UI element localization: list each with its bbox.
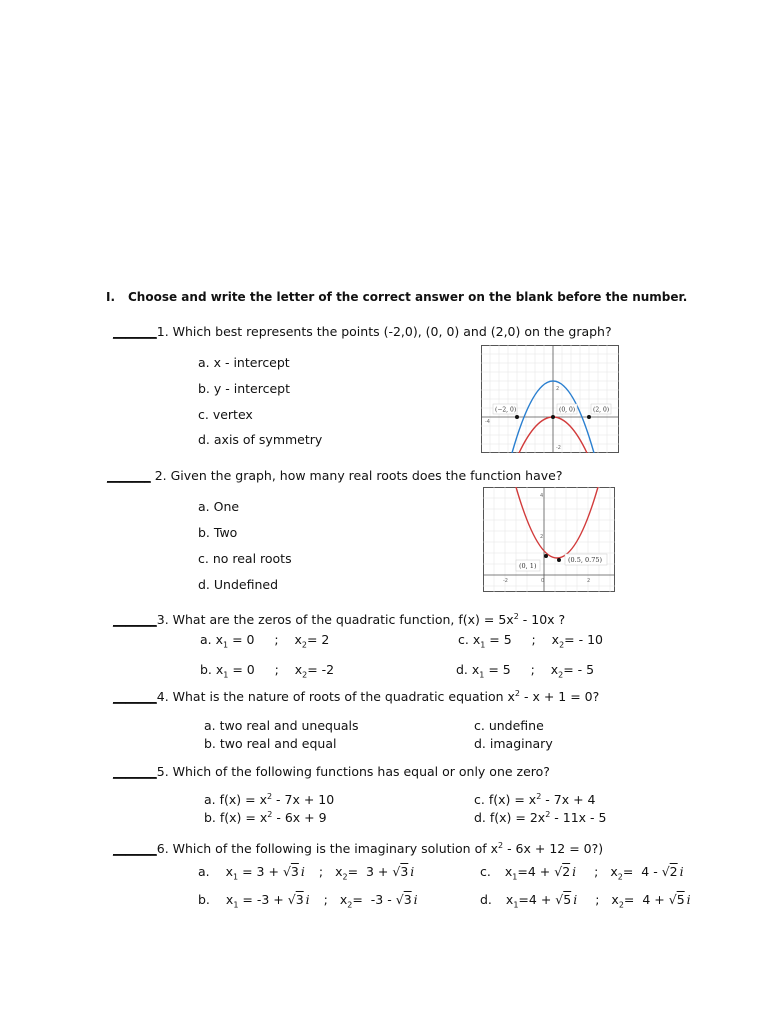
question-1: [113, 324, 612, 339]
label-point-vertex: (0.5, 0.75): [568, 556, 603, 564]
q1-graph: [481, 345, 619, 453]
q4-choice-b: b. two real and equal: [204, 736, 337, 751]
point-pos2: [587, 415, 591, 419]
label-point-origin: (0, 0): [559, 406, 576, 414]
tick-label-y2: 2: [540, 534, 544, 540]
q5-choice-d: d. $f(x) = 2x^2 - 11x - 5$: [474, 810, 607, 826]
tick-label-xneg2: -2: [503, 578, 508, 584]
label-point-y-intercept: (0, 1): [519, 562, 537, 570]
label-point-pos2: (2, 0): [593, 406, 610, 414]
answer-blank[interactable]: _______: [113, 841, 157, 857]
tick-label-2: 2: [556, 386, 560, 392]
answer-blank[interactable]: _______: [113, 764, 157, 779]
question-2: [107, 468, 562, 483]
q3-choice-c: c. $x_1 = 5$ ; $x_2= - 10$: [458, 632, 603, 650]
point-neg2: [515, 415, 519, 419]
q5-choice-a: a. $f(x) = x^2 - 7x + 10$: [204, 792, 335, 808]
q2-graph: [483, 487, 615, 592]
q4-choice-c: c. undefine: [474, 718, 544, 733]
q2-choice-c: c. no real roots: [198, 551, 292, 566]
sqrt-icon: √: [661, 864, 670, 879]
point-vertex: [557, 558, 561, 562]
tick-label-y4: 4: [540, 493, 544, 499]
tick-label-neg4: -4: [485, 419, 490, 425]
q1-choice-c: c. vertex: [198, 407, 253, 422]
q2-choice-d: d. Undefined: [198, 577, 278, 592]
q1-choice-b: b. y - intercept: [198, 381, 290, 396]
q2-choice-a: a. One: [198, 499, 240, 514]
question-5: [113, 764, 550, 779]
answer-blank[interactable]: _______: [113, 689, 157, 705]
section-instruction: Choose and write the letter of the correct answer on the blank before the number.: [128, 290, 688, 304]
question-4: _______4. What is the nature of roots of the quadratic equation $x^2 - x + 1 = 0$?: [113, 689, 600, 705]
q4-choice-d: d. imaginary: [474, 736, 553, 751]
q3-choice-b: b. $x_1 = 0$ ; $x_2= -2$: [200, 662, 335, 680]
q5-choice-c: c. $f(x) = x^2 - 7x + 4$: [474, 792, 596, 808]
point-origin: [551, 415, 555, 419]
question-text: 5. Which of the following functions has equal or only one zero?: [156, 764, 550, 779]
q3-choice-d: d. $x_1 = 5$ ; $x_2= - 5$: [456, 662, 595, 680]
label-point-neg2: (−2, 0): [495, 406, 517, 414]
point-y-intercept: [544, 554, 548, 558]
question-text: 2. Given the graph, how many real roots does the function have?: [150, 468, 563, 483]
q6-choice-c: c. $x_1=4 + √2$ i ; $x_2= 4 - √2$ i: [480, 864, 684, 882]
tick-label-x0: 0: [541, 578, 545, 584]
sqrt-icon: √: [282, 864, 291, 879]
q6-choice-d: d. $x_1=4 + √5$ i ; $x_2= 4 + √5$ i: [480, 892, 691, 910]
question-3: _______3. What are the zeros of the quadratic function, $f(x) = 5x^2 - 10x$ ?: [113, 612, 566, 628]
sqrt-icon: √: [555, 892, 564, 907]
q6-choice-a: a. $x_1 = 3 + √3$ i ; $x_2= 3 + √3$ i: [198, 864, 415, 882]
q5-choice-b: b. $f(x) = x^2 - 6x + 9$: [204, 810, 327, 826]
sqrt-icon: √: [392, 864, 401, 879]
q3-choice-a: a. $x_1 = 0$ ; $x_2= 2$: [200, 632, 330, 650]
sqrt-icon: √: [668, 892, 677, 907]
q1-choice-a: a. x - intercept: [198, 355, 290, 370]
q4-choice-a: a. two real and unequals: [204, 718, 359, 733]
answer-blank[interactable]: _______: [113, 612, 157, 628]
sqrt-icon: √: [395, 892, 404, 907]
question-6: _______6. Which of the following is the imaginary solution of $x^2 - 6x + 12$ = 0?): [113, 841, 604, 857]
tick-label-neg2: -2: [556, 445, 561, 451]
answer-blank[interactable]: _______: [107, 468, 151, 483]
sqrt-icon: √: [287, 892, 296, 907]
q1-choice-d: d. axis of symmetry: [198, 432, 323, 447]
question-text: 1. Which best represents the points (-2,0), (0, 0) and (2,0) on the graph?: [156, 324, 612, 339]
answer-blank[interactable]: _______: [113, 324, 157, 339]
q6-choice-b: b. $x_1 = -3 + √3$ i ; $x_2= -3 - √3$ i: [198, 892, 418, 910]
q2-choice-b: b. Two: [198, 525, 238, 540]
tick-label-x2: 2: [587, 578, 591, 584]
sqrt-icon: √: [554, 864, 563, 879]
section-numeral: I.: [106, 290, 116, 304]
